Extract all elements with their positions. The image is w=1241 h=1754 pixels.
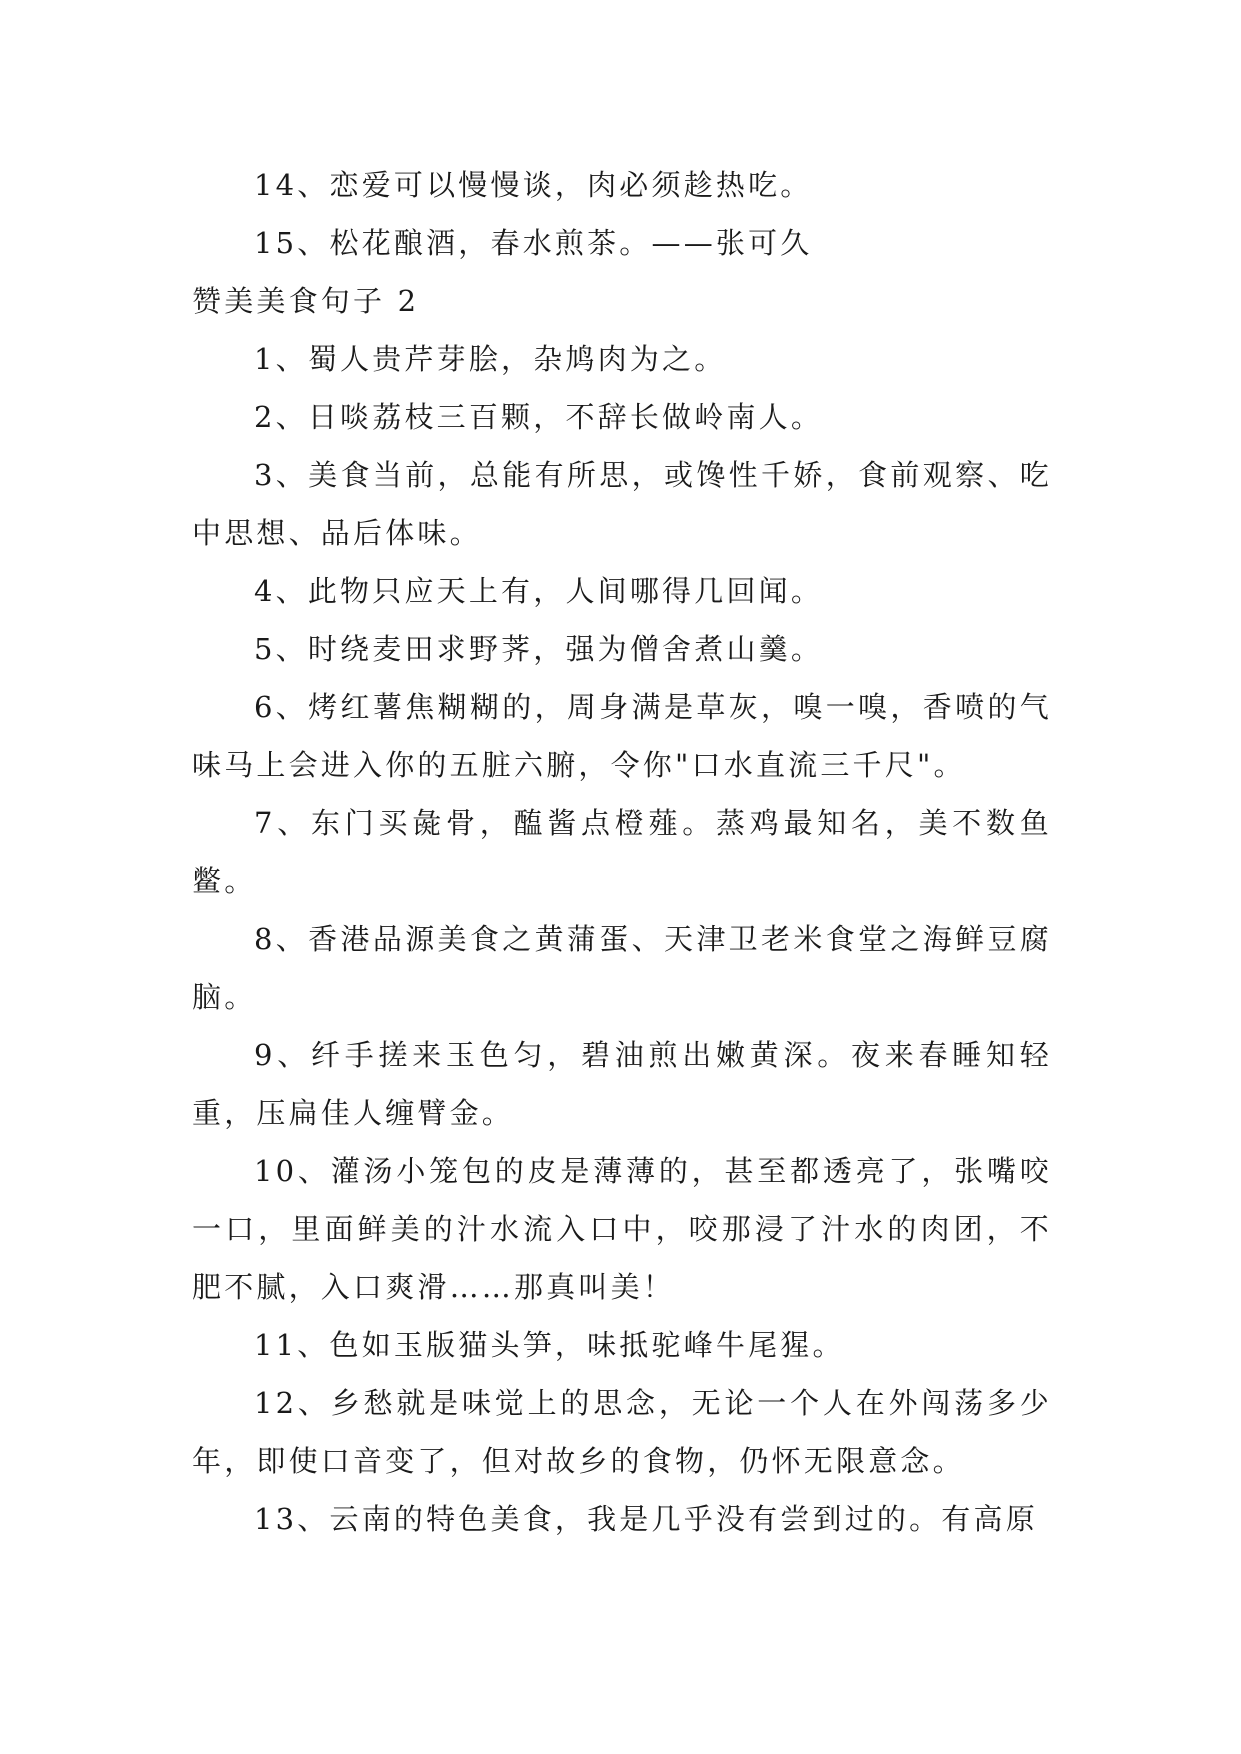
list-item: 12、乡愁就是味觉上的思念，无论一个人在外闯荡多少年，即使口音变了，但对故乡的食物，仍怀无限意念。 [192, 1386, 1052, 1478]
list-item: 15、松花酿酒，春水煎茶。——张可久 [254, 226, 813, 260]
list-item: 3、美食当前，总能有所思，或馋性千娇，食前观察、吃中思想、品后体味。 [192, 458, 1052, 550]
list-item: 4、此物只应天上有，人间哪得几回闻。 [254, 574, 824, 608]
list-item: 10、灌汤小笼包的皮是薄薄的，甚至都透亮了，张嘴咬一口，里面鲜美的汁水流入口中，咬那浸了汁水的肉团，不肥不腻，入口爽滑……那真叫美！ [192, 1154, 1052, 1304]
section-heading: 赞美美食句子 2 [192, 284, 420, 318]
list-item: 2、日啖荔枝三百颗，不辞长做岭南人。 [254, 400, 824, 434]
document-body [192, 156, 1052, 1548]
list-item: 9、纤手搓来玉色匀，碧油煎出嫩黄深。夜来春睡知轻重，压扁佳人缠臂金。 [192, 1038, 1052, 1130]
list-item: 13、云南的特色美食，我是几乎没有尝到过的。有高原 [254, 1502, 1038, 1536]
list-item: 6、烤红薯焦糊糊的，周身满是草灰，嗅一嗅，香喷的气味马上会进入你的五脏六腑，令你"口水直流三千尺"。 [192, 690, 1052, 782]
list-item: 11、色如玉版猫头笋，味抵驼峰牛尾猩。 [254, 1328, 845, 1362]
list-item: 7、东门买彘骨，醢酱点橙薤。蒸鸡最知名，美不数鱼鳖。 [192, 806, 1052, 898]
list-item: 8、香港品源美食之黄蒲蛋、天津卫老米食堂之海鲜豆腐脑。 [192, 922, 1052, 1014]
list-item: 14、恋爱可以慢慢谈，肉必须趁热吃。 [254, 168, 813, 202]
list-item: 1、蜀人贵芹芽脍，杂鸠肉为之。 [254, 342, 727, 376]
list-item: 5、时绕麦田求野荠，强为僧舍煮山羹。 [254, 632, 824, 666]
